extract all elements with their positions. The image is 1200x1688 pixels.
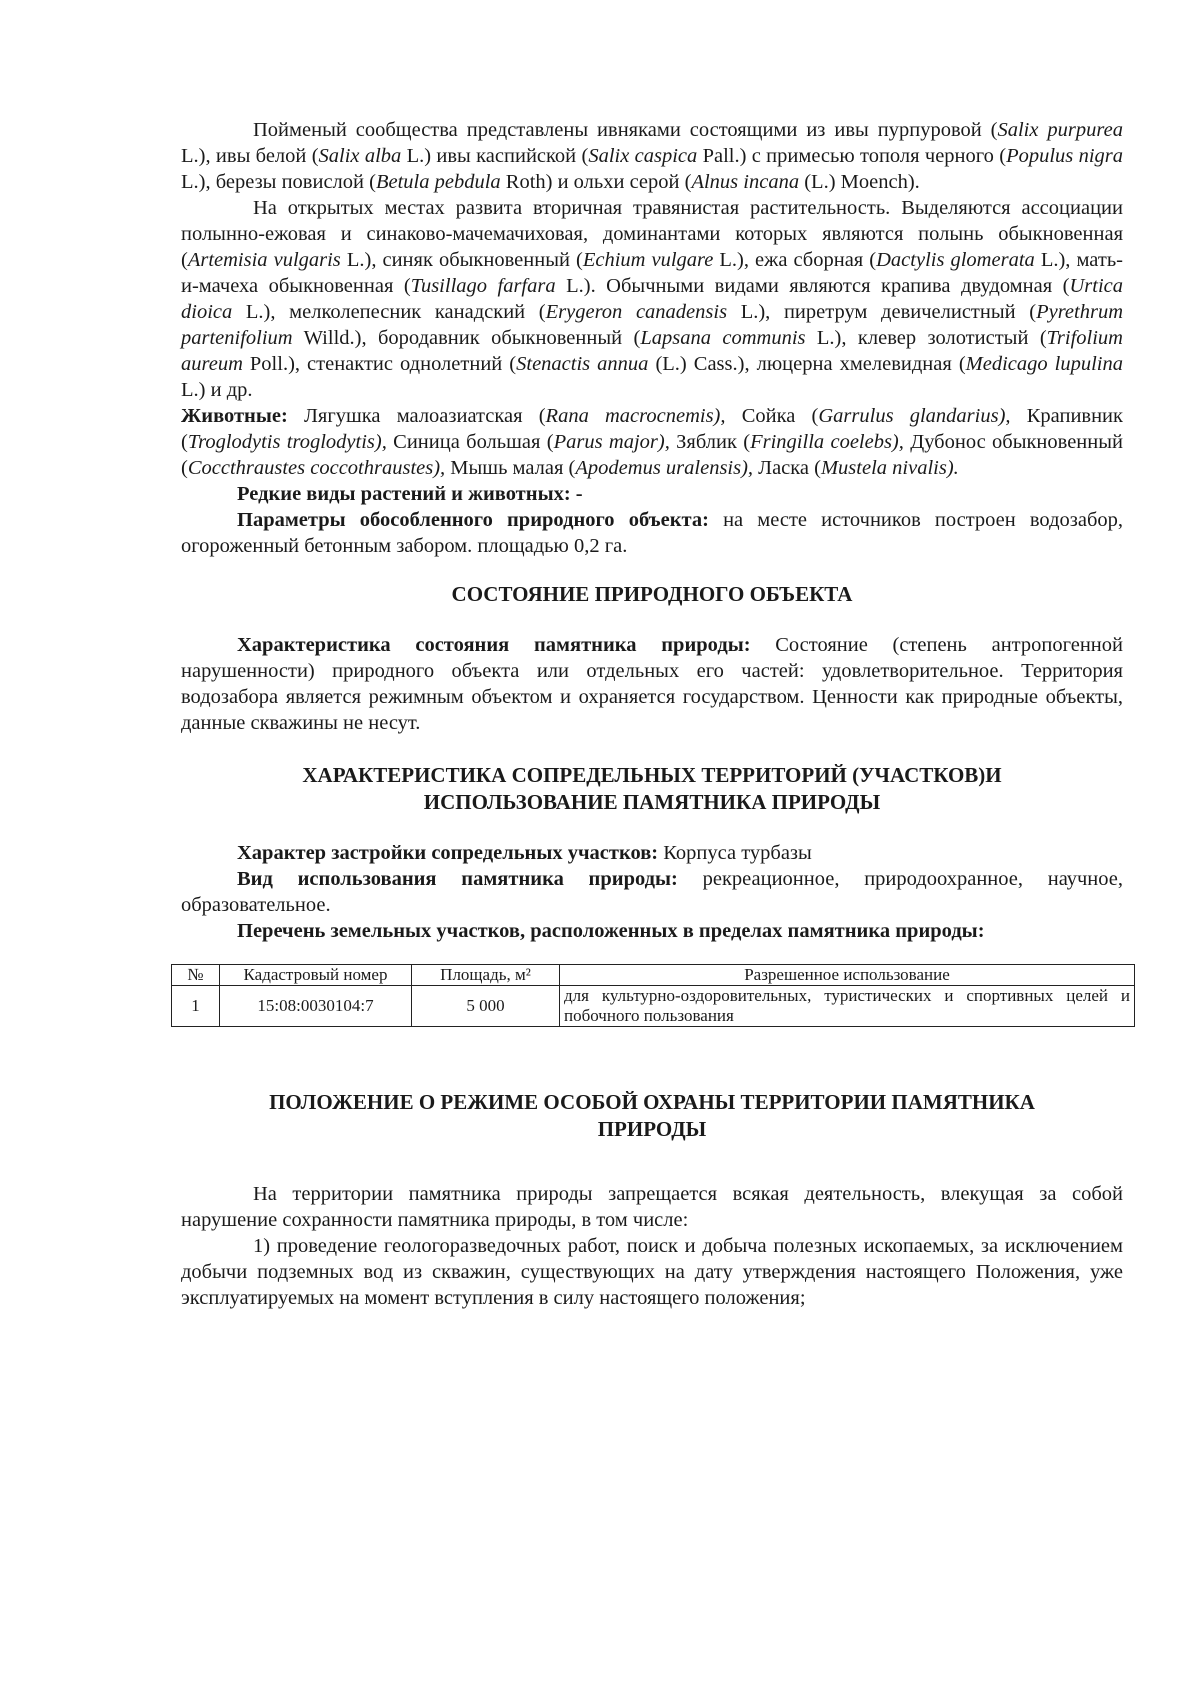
species-latin-name: Trifolium aureum [181,327,1123,375]
usage-paragraph [181,866,1123,918]
species-latin-name: Lapsana communis [640,327,806,349]
col-usage-header: Разрешенное использование [560,965,1135,986]
building-text: Корпуса турбазы [658,842,812,864]
section-state-title [181,581,1123,608]
text-run: Willd.), бородавник обыкновенный ( [292,327,641,349]
section-regime-title-line1: ПОЛОЖЕНИЕ О РЕЖИМЕ ОСОБОЙ ОХРАНЫ ТЕРРИТОРИИ ПАМЯТНИКА [269,1090,1035,1114]
text-run: Зяблик ( [669,431,751,453]
section-adjacent-title-line2: ИСПОЛЬЗОВАНИЕ ПАМЯТНИКА ПРИРОДЫ [423,790,881,814]
text-run: L.), ивы белой ( [181,145,319,167]
text-run: Roth) и ольхи серой ( [500,171,692,193]
text-run: На открытых местах развита вторичная травянистая растительность. Выделяются ассоциации полынно-ежовая и синаково-мачемачиховая, доминантами которых являются полынь обыкновенная ( [181,197,1123,271]
text-run: L.), мать-и-мачеха обыкновенная ( [181,249,1123,297]
vegetation-paragraph [181,195,1123,403]
text-run: Ласка ( [753,457,821,479]
text-run: Сойка ( [725,405,819,427]
text-run: (L.) Moench). [799,171,920,193]
section-regime-title [181,1089,1123,1143]
object-params-paragraph [181,507,1123,559]
species-latin-name: Apodemus uralensis), [575,457,754,479]
species-latin-name: Dactylis glomerata [876,249,1035,271]
text-run: Мышь малая ( [445,457,576,479]
species-latin-name: Mustela nivalis). [820,457,959,479]
species-latin-name: Alnus incana [691,171,800,193]
building-line [181,840,1123,866]
species-latin-name: Tusillago farfara [410,275,556,297]
text-run: Синица большая ( [386,431,554,453]
section-state-title-text: СОСТОЯНИЕ ПРИРОДНОГО ОБЪЕКТА [451,582,853,606]
text-run: L.) ивы каспийской ( [401,145,589,167]
object-params-text: на месте источников построен водозабор, огороженный бетонным забором. площадью 0,2 га. [181,509,1124,557]
cell-cadastral: 15:08:0030104:7 [220,986,412,1027]
species-latin-name: Betula pebdula [375,171,501,193]
species-latin-name: Artemisia vulgaris [187,249,341,271]
species-latin-name: Salix purpurea [997,119,1123,141]
cell-area: 5 000 [412,986,560,1027]
animals-list [181,405,1123,479]
species-latin-name: Medicago lupulina [965,353,1123,375]
animals-paragraph [181,403,1123,481]
text-run: Крапивник ( [181,405,1123,453]
rare-species-line [181,481,1123,507]
species-latin-name: Fringilla coelebs), [750,431,904,453]
building-label: Характер застройки сопредельных участков: [237,842,659,864]
cell-number: 1 [172,986,220,1027]
cell-usage: для культурно-оздоровительных, туристических и спортивных целей и побочного пользования [560,986,1135,1027]
species-latin-name: Stenactis annua [516,353,649,375]
state-text: Состояние (степень антропогенной нарушенности) природного объекта или отдельных его частей: удовлетворительное. Территория водозабора является режимным объектом и охраняется государством. Ценности как природные объекты, данные скважины не несут. [181,634,1123,734]
text-run: L.), березы повислой ( [181,171,376,193]
object-params-label: Параметры обособленного природного объекта: [237,509,709,531]
land-list-label: Перечень земельных участков, расположенных в пределах памятника природы: [237,920,985,942]
species-latin-name: Salix caspica [588,145,698,167]
regime-item-1: 1) проведение геологоразведочных работ, поиск и добыча полезных ископаемых, за исключением добычи подземных вод из скважин, существующих на дату утверждения настоящего Положения, уже эксплуатируемых на момент вступления в силу настоящего положения; [181,1235,1123,1309]
table-row [172,986,1135,1027]
land-plots-table [171,964,1135,1027]
section-adjacent-title [181,762,1123,816]
species-latin-name: Echium vulgare [582,249,714,271]
species-latin-name: Erygeron canadensis [545,301,728,323]
species-latin-name: Pyrethrum partenifolium [181,301,1123,349]
state-label: Характеристика состояния памятника природы: [237,634,751,656]
species-latin-name: Rana macrocnemis), [545,405,726,427]
text-run: (L.) Cass.), люцерна хмелевидная ( [648,353,966,375]
table-header-row [172,965,1135,986]
species-latin-name: Urtica dioica [181,275,1123,323]
regime-paragraph: На территории памятника природы запрещается всякая деятельность, влекущая за собой нарушение сохранности памятника природы, в том числе: [181,1183,1123,1231]
text-run: Пойменый сообщества представлены ивняками состоящими из ивы пурпуровой ( [253,119,998,141]
text-run: L.) и др. [181,379,253,401]
text-run: Дубонос обыкновенный ( [181,431,1123,479]
text-run: L.), клевер золотистый ( [805,327,1047,349]
text-run: Лягушка малоазиатская ( [287,405,546,427]
species-latin-name: Garrulus glandarius), [818,405,1011,427]
species-latin-name: Troglodytis troglodytis), [187,431,387,453]
text-run: L.), пиретрум девичелистный ( [727,301,1037,323]
section-adjacent-title-line1: ХАРАКТЕРИСТИКА СОПРЕДЕЛЬНЫХ ТЕРРИТОРИЙ (УЧАСТКОВ)И [302,763,1002,787]
text-run: L.), мелколепесник канадский ( [232,301,546,323]
state-paragraph [181,632,1123,736]
text-run: L.). Обычными видами являются крапива двудомная ( [555,275,1070,297]
col-cadastral-header: Кадастровый номер [220,965,412,986]
text-run: Poll.), стенактис однолетний ( [242,353,517,375]
rare-species-label: Редкие виды растений и животных: - [237,483,583,505]
usage-label: Вид использования памятника природы: [237,868,678,890]
col-area-header: Площадь, м² [412,965,560,986]
text-run: Pall.) с примесью тополя черного ( [697,145,1007,167]
species-latin-name: Parus major), [553,431,670,453]
land-list-label-paragraph [181,918,1123,944]
species-latin-name: Salix alba [318,145,402,167]
text-run: L.), синяк обыкновенный ( [340,249,583,271]
col-number-header: № [172,965,220,986]
usage-text: рекреационное, природоохранное, научное, образовательное. [181,868,1124,916]
section-regime-title-line2: ПРИРОДЫ [597,1117,707,1141]
species-latin-name: Coccthraustes coccothraustes), [187,457,446,479]
animals-label: Животные: [181,405,288,427]
species-latin-name: Populus nigra [1006,145,1124,167]
document-body [181,117,1130,1311]
floodplain-paragraph [181,117,1123,195]
text-run: L.), ежа сборная ( [713,249,877,271]
